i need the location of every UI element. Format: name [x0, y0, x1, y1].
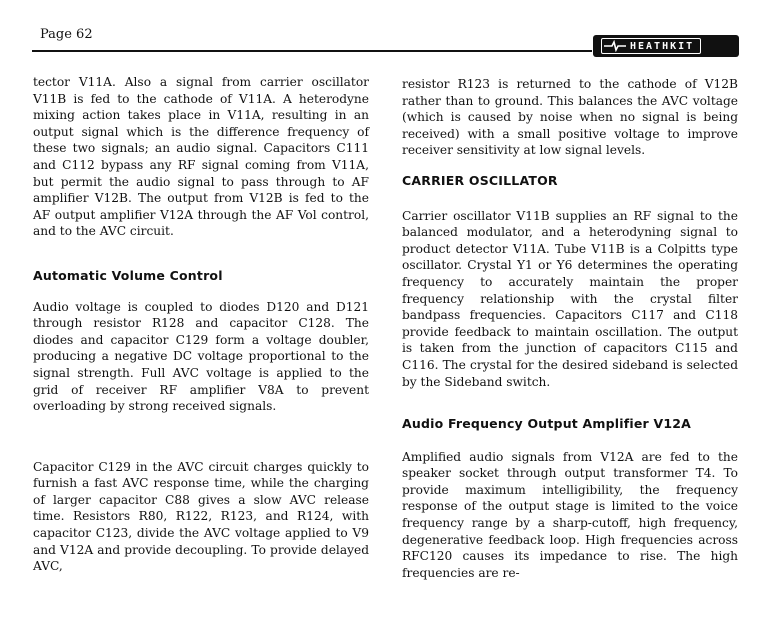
- logo-frame: [601, 38, 701, 54]
- right-paragraph-2: Carrier oscillator V11B supplies an RF signal to the balanced modulator, and a heterodyning signal to product detector V11A. Tube V11B is a Colpitts type oscillator. Crystal Y1 or Y6 determines the operating frequency to accurately maintain the proper frequency relationship with the crystal filter bandpass frequencies. Capacitors C117 and C118 provide feedback to maintain oscillation. The output is taken from the junction of capacitors C115 and C116. The crystal for the desired sideband is selected by the Sideband switch.: [402, 208, 738, 389]
- left-paragraph-1: tector V11A. Also a signal from carrier oscillator V11B is fed to the cathode of V11A. A heterodyne mixing action takes place in V11A, resulting in an output signal which is the difference frequency of these two signals; an audio signal. Capacitors C111 and C112 bypass any RF signal coming from V11A, but permit the audio signal to pass through to AF amplifier V12B. The output from V12B is fed to the AF output amplifier V12A through the AF Vol control, and to the AVC circuit.: [33, 75, 369, 239]
- heathkit-logo: [593, 35, 739, 57]
- left-paragraph-2: Audio voltage is coupled to diodes D120 and D121 through resistor R128 and capacitor C128. The diodes and capacitor C129 form a voltage doubler, producing a negative DC voltage proportional to the signal strength. Full AVC voltage is applied to the grid of receiver RF amplifier V8A to prevent overloading by strong received signals.: [33, 299, 369, 414]
- right-paragraph-1: resistor R123 is returned to the cathode of V12B rather than to ground. This balances the AVC voltage (which is caused by noise when no signal is being received) with a small positive voltage to improve receiver sensitivity at low signal levels.: [402, 77, 738, 158]
- heading-audio-frequency-output-amplifier: Audio Frequency Output Amplifier V12A: [402, 416, 692, 432]
- heading-automatic-volume-control: Automatic Volume Control: [33, 267, 223, 283]
- logo-text: HEATHKIT: [630, 40, 695, 52]
- right-column: [402, 76, 738, 581]
- page-header: [0, 0, 768, 60]
- right-paragraph-3: Amplified audio signals from V12A are fed to the speaker socket through output transformer T4. To provide maximum intelligibility, the frequency response of the output stage is limited to the voice frequency range by a sharp-cutoff, high frequency, degenerative feedback loop. High frequencies across RFC120 causes its impedance to rise. The high frequencies are re-: [402, 449, 738, 580]
- header-rule: [32, 50, 592, 52]
- page-number: Page 62: [40, 27, 93, 42]
- lightning-icon: [604, 40, 626, 52]
- left-column: [33, 74, 369, 575]
- heading-carrier-oscillator: CARRIER OSCILLATOR: [402, 172, 558, 188]
- left-paragraph-3: Capacitor C129 in the AVC circuit charges quickly to furnish a fast AVC response time, while the charging of larger capacitor C88 gives a slow AVC release time. Resistors R80, R122, R123, and R124, with capacitor C123, divide the AVC voltage applied to V9 and V12A and provide decoupling. To provide delayed AVC,: [33, 459, 369, 574]
